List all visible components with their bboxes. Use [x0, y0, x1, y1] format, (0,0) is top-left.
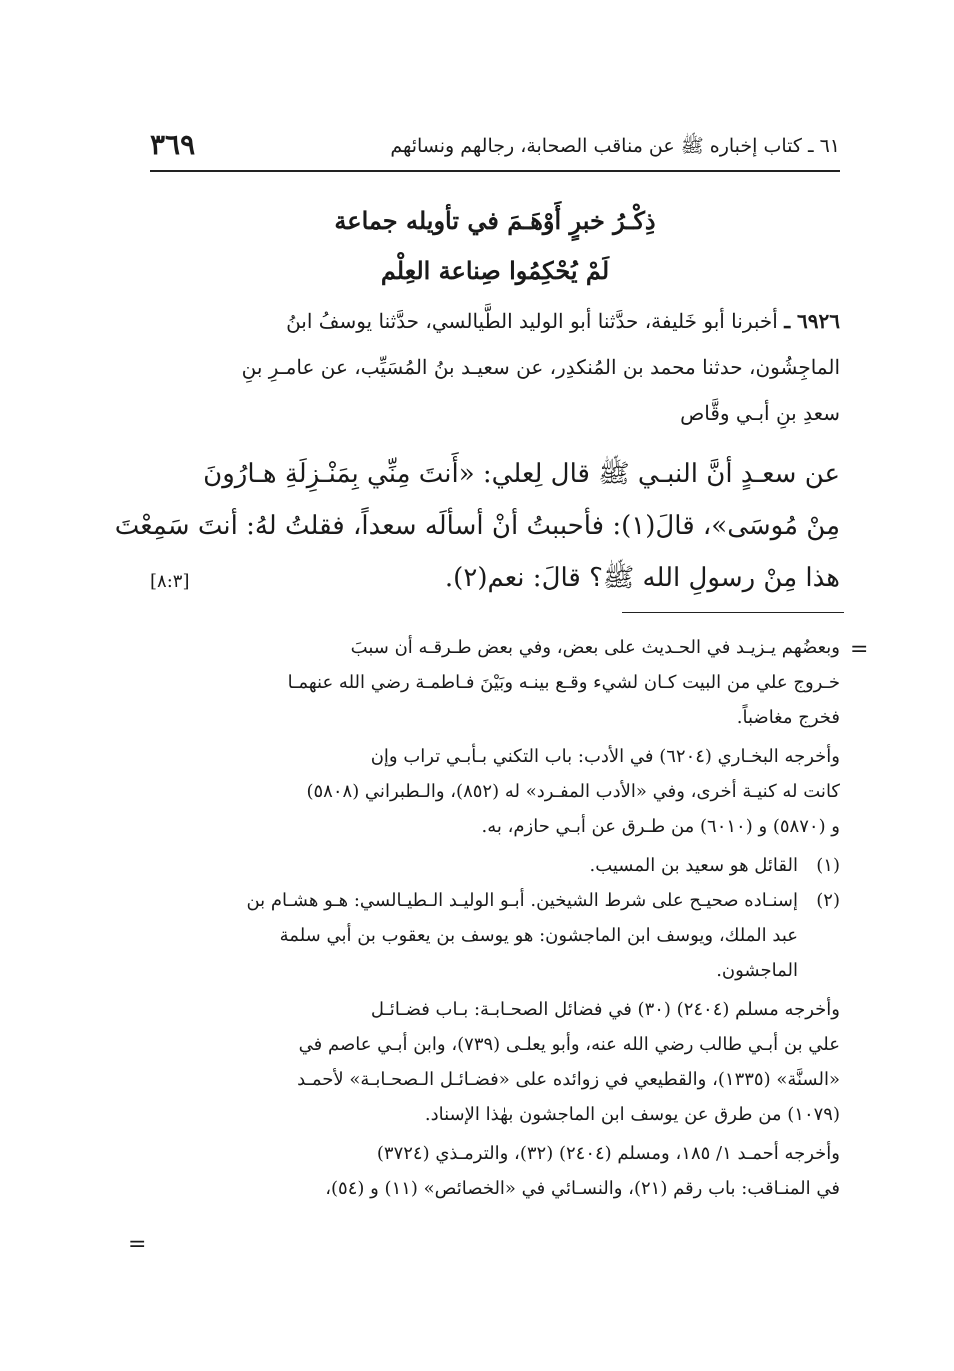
continuation-mark: =	[850, 637, 869, 662]
continued-mark: =	[128, 1232, 147, 1257]
footnote-line: (١٠٧٩) من طرق عن يوسف ابن الماجشون بهٰذا الإسناد.	[424, 1104, 840, 1125]
footnote-line: خـروج علي من البيت كـان لشيء وقـع بينـه وبَيْنَ فـاطمـة رضي الله عنهمـا	[287, 672, 840, 693]
footnotes	[150, 630, 840, 1206]
footnote-rule	[622, 612, 844, 613]
footnote-line: علي بن أبـي طالب رضي الله عنه، وأبو يعلـى (٧٣٩)، وابن أبـي عاصم في	[298, 1034, 840, 1055]
hadith-reference: [٨:٣]	[150, 571, 190, 592]
footnote-line: فخرج مغاضباً.	[736, 707, 840, 728]
matn-line-3: هذا مِنْ رسولِ الله ﷺ؟ قالَ: نعم(٢).	[444, 563, 840, 593]
footnote-2-marker: (٢)	[816, 890, 840, 911]
footnote-continuation	[150, 630, 840, 735]
footnote-line: إسنـاده صحيـح على شرط الشيخين. أبـو الوليـد الـطيـالسي: هـو هشـام بن	[246, 890, 798, 911]
header-rule	[150, 170, 840, 172]
footnote-line: «السنَّة» (١٣٣٥)، والقطيعي في زوائده على «فضـائـل الـصحـابـة» لأحمـد	[297, 1069, 840, 1090]
matn-line-2: مِنْ مُوسَى»، قالَ(١): فأحببتُ أنْ أسألَه سعداً، فقلتُ لهُ: أنتَ سَمِعْتَ	[114, 511, 840, 541]
footnote-line: كانت له كنيـة أخرى، وفي «الأدب المفـرد» له (٨٥٢)، والـطبراني (٥٨٠٨)	[306, 781, 840, 802]
page-header	[150, 128, 840, 168]
footnote-1-text: القائل هو سعيد بن المسيب.	[589, 855, 798, 876]
matn-line-1: عن سعـدٍ أنَّ النبـي ﷺ قال لِعلي: «أَنتَ مِنِّي بِمَنْـزِلَةِ هـارُونَ	[203, 459, 840, 489]
footnote-1-marker: (١)	[816, 855, 840, 876]
footnote-line: الماجشون.	[716, 960, 798, 981]
title-line-2: لَمْ يُحْكِمُوا صِناعة العِلْم	[380, 256, 610, 285]
chapter-title	[150, 196, 840, 296]
footnote-line: وأخرجه أحمـد ١/ ١٨٥، ومسلم (٢٤٠٤) (٣٢)، والترمـذي (٣٧٢٤)	[376, 1143, 840, 1164]
page-number: ٣٦٩	[150, 128, 196, 161]
footnote-1	[150, 848, 840, 883]
hadith-number: ٦٩٢٦ ـ	[784, 309, 840, 333]
footnote-line: عبد الملك، ويوسف ابن الماجشون: هو يوسف بن يعقوب بن أبي سلمة	[279, 925, 798, 946]
footnote-2	[150, 883, 840, 988]
hadith-isnad	[150, 298, 840, 436]
footnote-line: في المنـاقب: باب رقم (٢١)، والنسـائي في «الخصائص» (١١) و (٥٤)،	[325, 1178, 840, 1199]
running-head: ٦١ ـ كتاب إخباره ﷺ عن مناقب الصحابة، رجالهم ونسائهم	[390, 135, 840, 157]
title-line-1: ذِكْـرُ خبرٍ أَوْهَـمَ في تأويله جماعة	[334, 206, 656, 235]
footnote-2-paragraph-2	[150, 992, 840, 1132]
footnote-line: و (٥٨٧٠) و (٦٠١٠) من طـرق عن أبـي حازم، به.	[481, 816, 840, 837]
isnad-line-3: سعدِ بنِ أبـي وقَّاص	[680, 401, 840, 425]
footnote-line: وبعضُهم يـزيـد في الحـديث على بعض، وفي بعض طـرقـه أن سببَ	[350, 637, 840, 658]
isnad-line-2: الماجِشُون، حدثنا محمد بن المُنكدِر، عن سعيـد بنُ المُسَيِّب، عن عامـرِ بنِ	[241, 355, 840, 379]
footnote-takhrij	[150, 739, 840, 844]
footnote-line: وأخرجه البخـاري (٦٢٠٤) في الأدب: باب التكني بـأبـي تراب وإن	[370, 746, 840, 767]
hadith-matn	[114, 448, 840, 604]
isnad-line-1: أخبرنا أبو خَليفة، حدَّثنا أبو الوليد الطَّيالسي، حدَّثنا يوسفُ ابنُ	[286, 309, 778, 333]
footnote-2-paragraph-3	[150, 1136, 840, 1206]
footnote-line: وأخرجه مسلم (٢٤٠٤) (٣٠) في فضائل الصحـابـة: بـاب فضـائـل	[370, 999, 840, 1020]
